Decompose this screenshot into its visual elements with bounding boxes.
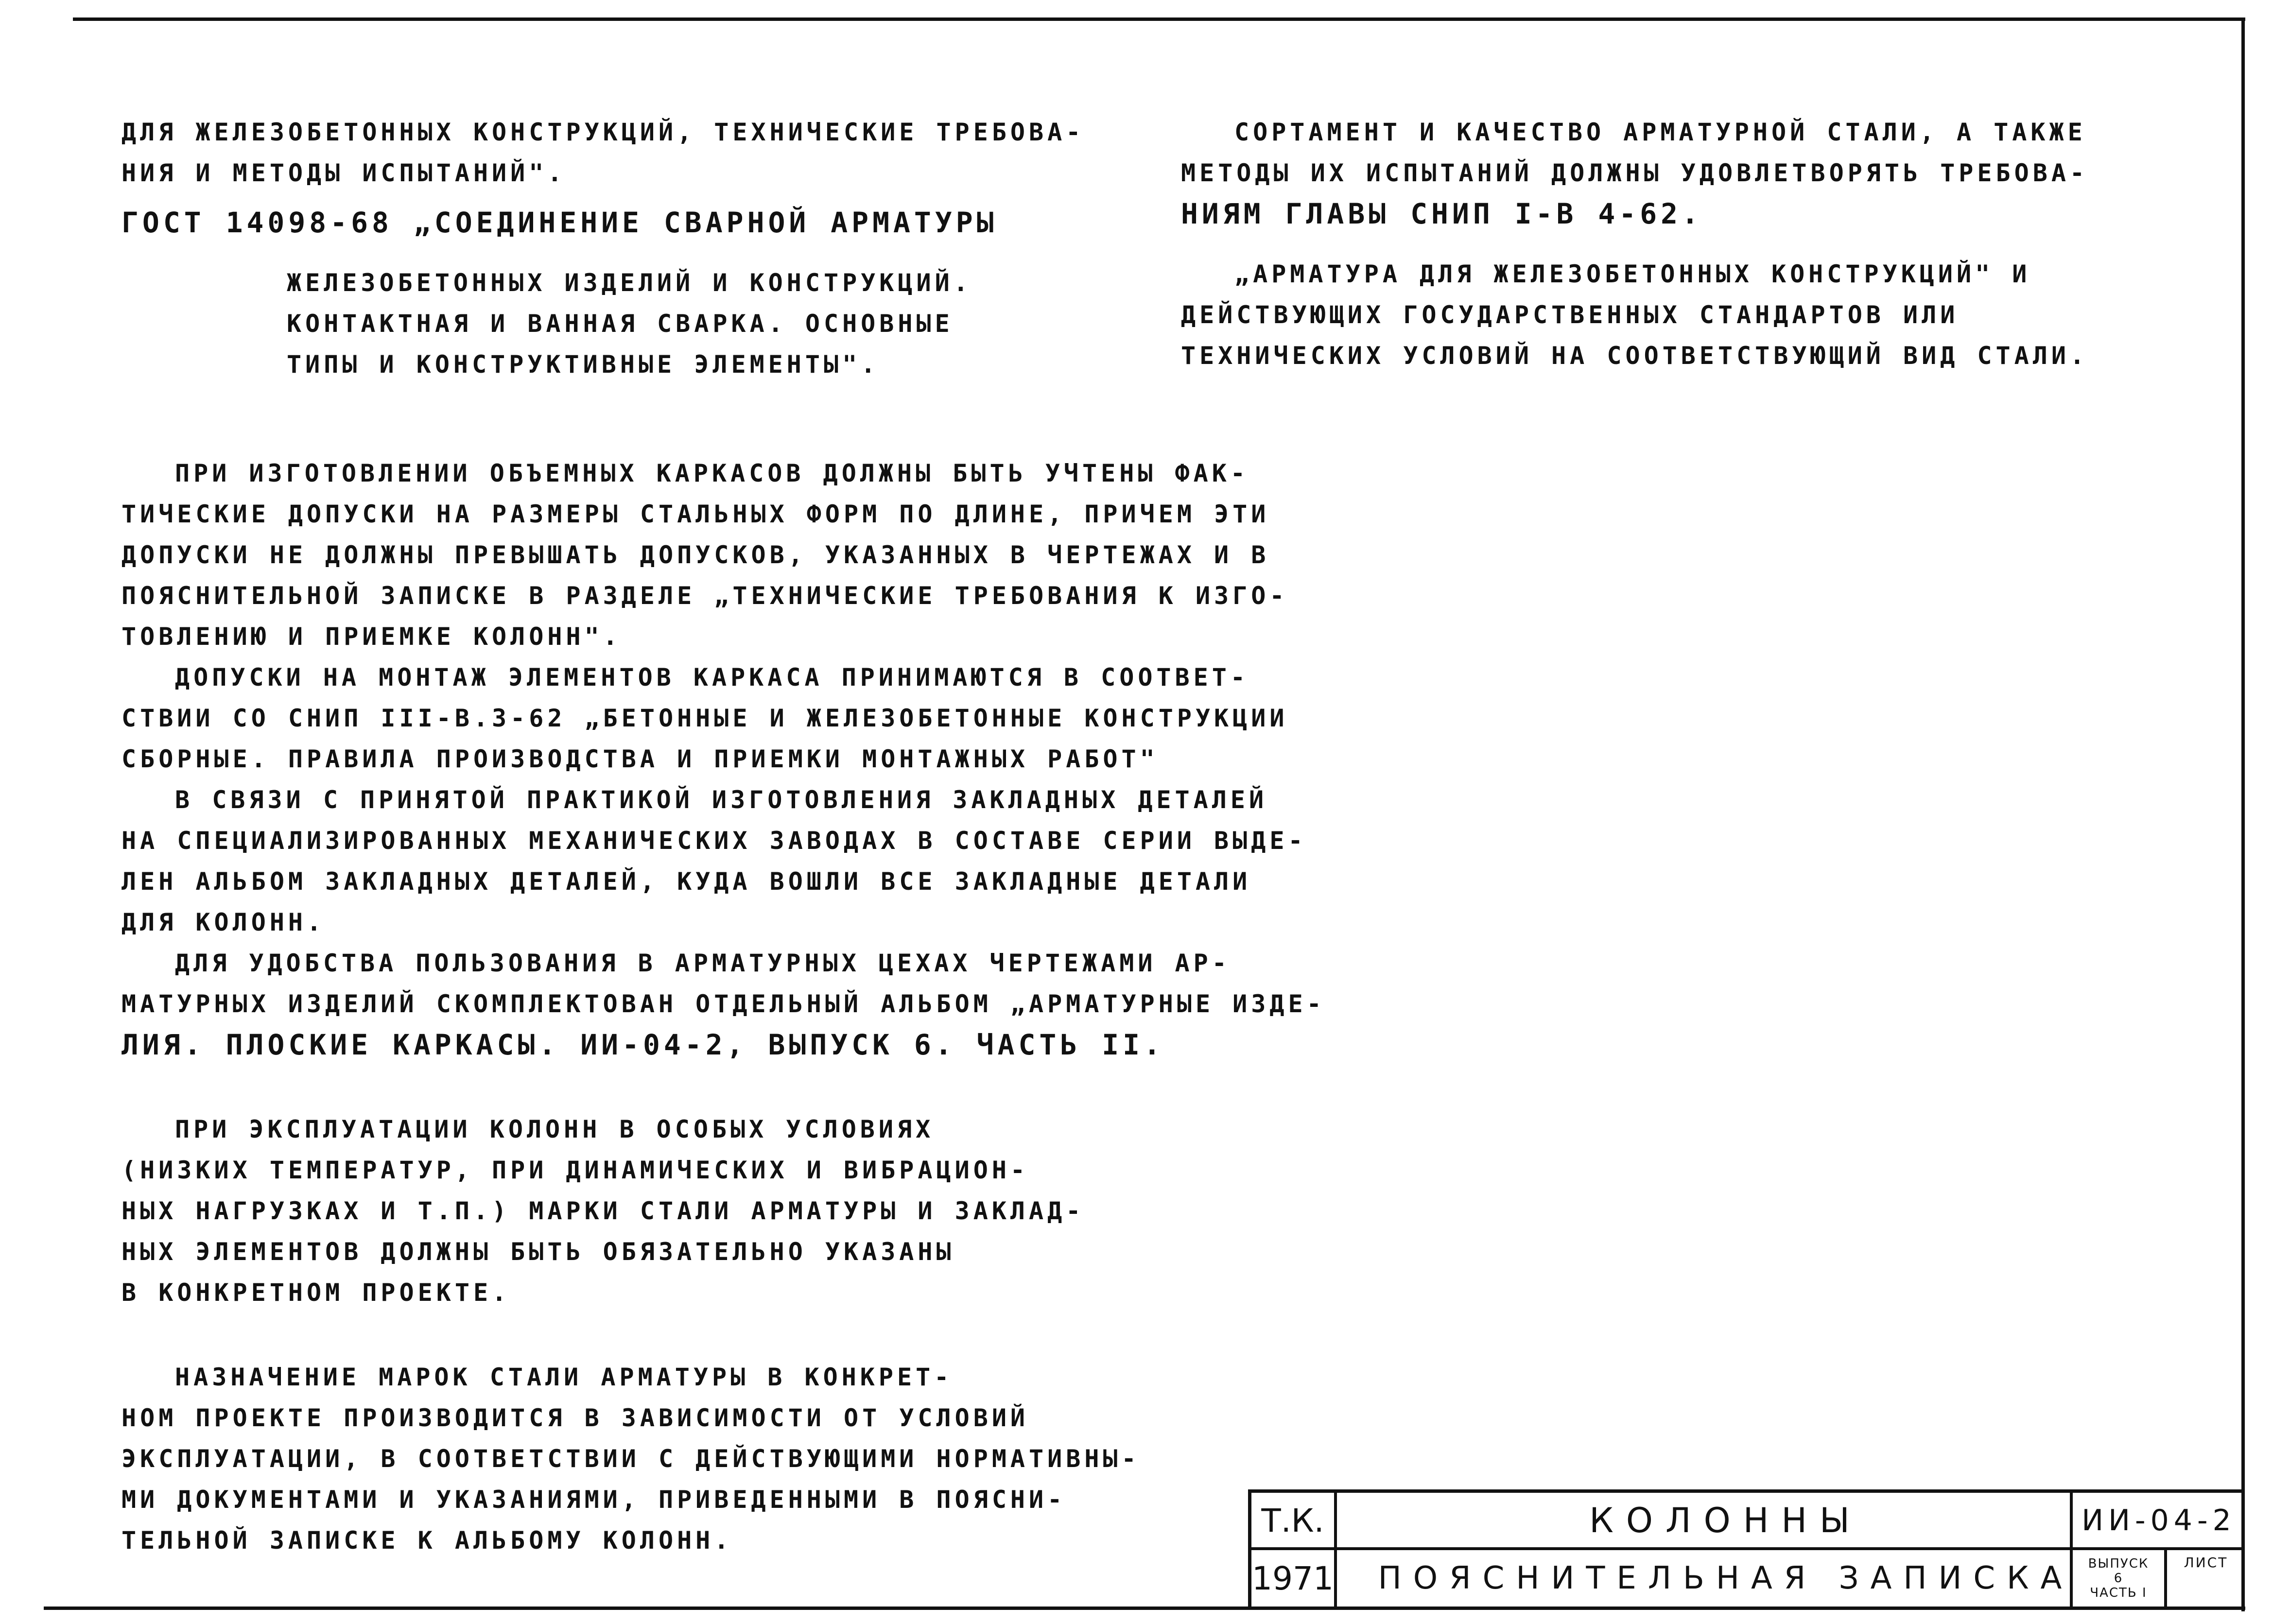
text-line: НА СПЕЦИАЛИЗИРОВАННЫХ МЕХАНИЧЕСКИХ ЗАВОДАХ В СОСТАВЕ СЕРИИ ВЫДЕ- bbox=[121, 827, 1307, 855]
text-line: НЫХ НАГРУЗКАХ И Т.П.) МАРКИ СТАЛИ АРМАТУРЫ И ЗАКЛАД- bbox=[121, 1197, 1085, 1225]
text-line: ДЛЯ ЖЕЛЕЗОБЕТОННЫХ КОНСТРУКЦИЙ, ТЕХНИЧЕСКИЕ ТРЕБОВА- bbox=[121, 118, 1085, 146]
text-line: (НИЗКИХ ТЕМПЕРАТУР, ПРИ ДИНАМИЧЕСКИХ И ВИБРАЦИОН- bbox=[121, 1156, 1029, 1184]
paragraph-start: „АРМАТУРА ДЛЯ ЖЕЛЕЗОБЕТОННЫХ КОНСТРУКЦИЙ" И bbox=[1234, 260, 2031, 288]
text-line: МИ ДОКУМЕНТАМИ И УКАЗАНИЯМИ, ПРИВЕДЕННЫМИ В ПОЯСНИ- bbox=[121, 1486, 1066, 1514]
paragraph-start: В СВЯЗИ С ПРИНЯТОЙ ПРАКТИКОЙ ИЗГОТОВЛЕНИЯ ЗАКЛАДНЫХ ДЕТАЛЕЙ bbox=[175, 786, 1268, 814]
tk-label: Т.К. bbox=[1261, 1502, 1324, 1539]
frame-top-line bbox=[73, 17, 2245, 21]
drawing-subtitle: ПОЯСНИТЕЛЬНАЯ ЗАПИСКА bbox=[1378, 1560, 2074, 1596]
paragraph-start: ДЛЯ УДОБСТВА ПОЛЬЗОВАНИЯ В АРМАТУРНЫХ ЦЕХАХ ЧЕРТЕЖАМИ АР- bbox=[175, 949, 1231, 977]
text-line: ЭКСПЛУАТАЦИИ, В СООТВЕТСТВИИ С ДЕЙСТВУЮЩИМИ НОРМАТИВНЫ- bbox=[121, 1445, 1140, 1473]
text-line: СБОРНЫЕ. ПРАВИЛА ПРОИЗВОДСТВА И ПРИЕМКИ МОНТАЖНЫХ РАБОТ" bbox=[121, 745, 1159, 773]
text-line: ЛИЯ. ПЛОСКИЕ КАРКАСЫ. ИИ-04-2, ВЫПУСК 6. ЧАСТЬ II. bbox=[121, 1028, 1164, 1061]
text-line: ПОЯСНИТЕЛЬНОЙ ЗАПИСКЕ В РАЗДЕЛЕ „ТЕХНИЧЕСКИЕ ТРЕБОВАНИЯ К ИЗГО- bbox=[121, 582, 1288, 610]
text-line: ТЕЛЬНОЙ ЗАПИСКЕ К АЛЬБОМУ КОЛОНН. bbox=[121, 1526, 733, 1555]
issue-label: ВЫПУСК bbox=[2088, 1556, 2149, 1571]
text-line: В КОНКРЕТНОМ ПРОЕКТЕ. bbox=[121, 1278, 511, 1307]
paragraph-start: ПРИ ИЗГОТОВЛЕНИИ ОБЪЕМНЫХ КАРКАСОВ ДОЛЖНЫ БЫТЬ УЧТЕНЫ ФАК- bbox=[175, 459, 1249, 487]
text-line: НОМ ПРОЕКТЕ ПРОИЗВОДИТСЯ В ЗАВИСИМОСТИ ОТ УСЛОВИЙ bbox=[121, 1404, 1029, 1432]
paragraph-start: НАЗНАЧЕНИЕ МАРОК СТАЛИ АРМАТУРЫ В КОНКРЕТ- bbox=[175, 1363, 953, 1391]
text-line: ЖЕЛЕЗОБЕТОННЫХ ИЗДЕЛИЙ И КОНСТРУКЦИЙ. bbox=[287, 269, 972, 297]
standard-reference: ГОСТ 14098-68 „СОЕДИНЕНИЕ СВАРНОЙ АРМАТУРЫ bbox=[121, 206, 998, 239]
text-line: НИЯ И МЕТОДЫ ИСПЫТАНИЙ". bbox=[121, 159, 566, 187]
text-line: ДЛЯ КОЛОНН. bbox=[121, 908, 326, 936]
text-line: ДЕЙСТВУЮЩИХ ГОСУДАРСТВЕННЫХ СТАНДАРТОВ ИЛИ bbox=[1181, 301, 1959, 329]
year-label: 1971 bbox=[1252, 1559, 1334, 1597]
text-line: КОНТАКТНАЯ И ВАННАЯ СВАРКА. ОСНОВНЫЕ bbox=[287, 310, 954, 338]
paragraph-start: ПРИ ЭКСПЛУАТАЦИИ КОЛОНН В ОСОБЫХ УСЛОВИЯХ bbox=[175, 1115, 935, 1143]
frame-bottom-line bbox=[44, 1607, 2245, 1610]
frame-right-line bbox=[2241, 17, 2245, 1611]
text-line: ТИПЫ И КОНСТРУКТИВНЫЕ ЭЛЕМЕНТЫ". bbox=[287, 350, 880, 379]
issue-cell bbox=[2073, 1550, 2164, 1607]
text-line: ТЕХНИЧЕСКИХ УСЛОВИЙ НА СООТВЕТСТВУЮЩИЙ ВИД СТАЛИ. bbox=[1181, 342, 2089, 370]
series-code: ИИ-04-2 bbox=[2082, 1503, 2236, 1538]
text-line: ЛЕН АЛЬБОМ ЗАКЛАДНЫХ ДЕТАЛЕЙ, КУДА ВОШЛИ ВСЕ ЗАКЛАДНЫЕ ДЕТАЛИ bbox=[121, 867, 1251, 896]
issue-number: 6 bbox=[2114, 1571, 2123, 1586]
drawing-title: КОЛОННЫ bbox=[1589, 1501, 1862, 1540]
paragraph-start: СОРТАМЕНТ И КАЧЕСТВО АРМАТУРНОЙ СТАЛИ, А ТАКЖЕ bbox=[1234, 118, 2086, 146]
part-label: ЧАСТЬ I bbox=[2090, 1586, 2147, 1600]
text-line: ДОПУСКИ НЕ ДОЛЖНЫ ПРЕВЫШАТЬ ДОПУСКОВ, УКАЗАННЫХ В ЧЕРТЕЖАХ И В bbox=[121, 541, 1270, 569]
text-line: МАТУРНЫХ ИЗДЕЛИЙ СКОМПЛЕКТОВАН ОТДЕЛЬНЫЙ АЛЬБОМ „АРМАТУРНЫЕ ИЗДЕ- bbox=[121, 990, 1325, 1018]
text-line: НЫХ ЭЛЕМЕНТОВ ДОЛЖНЫ БЫТЬ ОБЯЗАТЕЛЬНО УКАЗАНЫ bbox=[121, 1238, 955, 1266]
sheet-label: ЛИСТ bbox=[2184, 1554, 2228, 1571]
text-line: ТИЧЕСКИЕ ДОПУСКИ НА РАЗМЕРЫ СТАЛЬНЫХ ФОРМ ПО ДЛИНЕ, ПРИЧЕМ ЭТИ bbox=[121, 500, 1270, 528]
paragraph-start: ДОПУСКИ НА МОНТАЖ ЭЛЕМЕНТОВ КАРКАСА ПРИНИМАЮТСЯ В СООТВЕТ- bbox=[175, 663, 1249, 691]
right-text-column bbox=[1181, 112, 2153, 376]
text-line: НИЯМ ГЛАВЫ СНИП I-В 4-62. bbox=[1181, 197, 1702, 230]
text-line: ТОВЛЕНИЮ И ПРИЕМКЕ КОЛОНН". bbox=[121, 622, 622, 651]
title-block bbox=[1248, 1489, 2241, 1607]
text-line: СТВИИ СО СНИП III-В.3-62 „БЕТОННЫЕ И ЖЕЛЕЗОБЕТОННЫЕ КОНСТРУКЦИИ bbox=[121, 704, 1288, 732]
text-line: МЕТОДЫ ИХ ИСПЫТАНИЙ ДОЛЖНЫ УДОВЛЕТВОРЯТЬ ТРЕБОВА- bbox=[1181, 159, 2089, 187]
